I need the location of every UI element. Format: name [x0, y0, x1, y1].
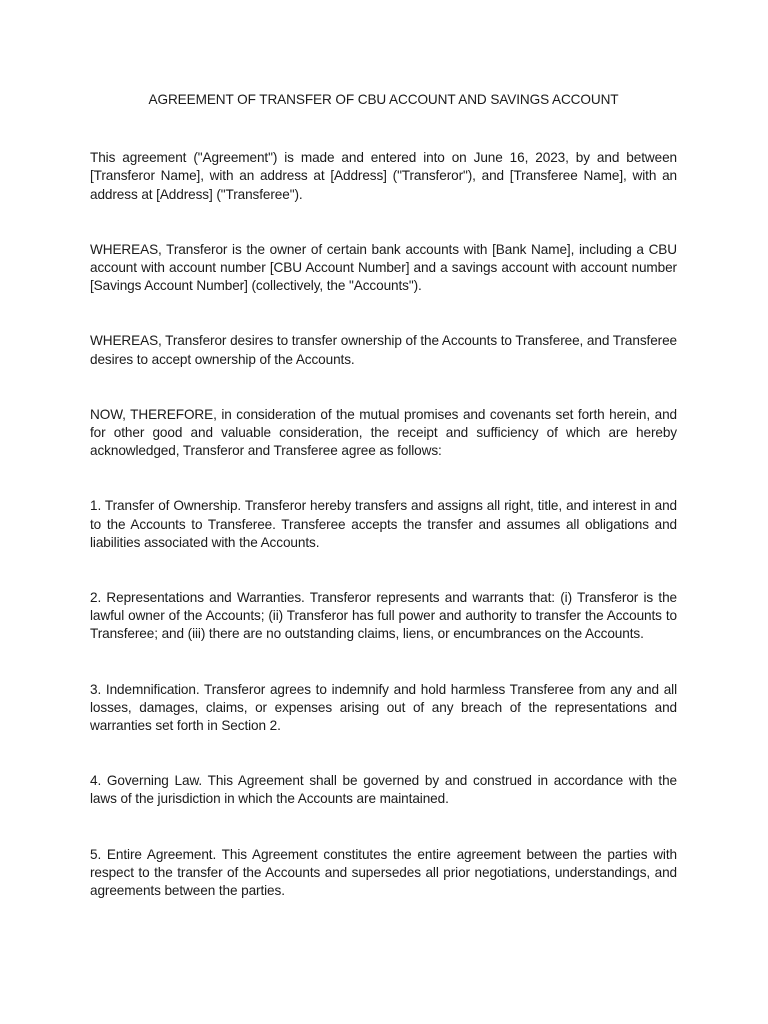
- intro-paragraph: This agreement ("Agreement") is made and entered into on June 16, 2023, by and between [Transferor Name], with an address at [Address] ("Transferor"), and [Transferee Name], with an address at [Address] ("Transferee").: [90, 150, 677, 202]
- whereas-accounts-paragraph: WHEREAS, Transferor is the owner of certain bank accounts with [Bank Name], including a CBU account with account number [CBU Account Number] and a savings account with account number [Savings Account Number] (collectively, the "Accounts").: [90, 241, 677, 294]
- document-page: [90, 91, 677, 900]
- now-therefore-paragraph: NOW, THEREFORE, in consideration of the mutual promises and covenants set forth herein, and for other good and valuable consideration, the receipt and sufficiency of which are hereby acknowledged, Transferor and Transferee agree as follows:: [90, 406, 677, 459]
- section-2-representations-warranties: 2. Representations and Warranties. Transferor represents and warrants that: (i) Transferor is the lawful owner of the Accounts; (ii) Transferor has full power and authority to transfer the Accounts to Transferee; and (iii) there are no outstanding claims, liens, or encumbrances on the Accounts.: [90, 590, 677, 642]
- document-title: AGREEMENT OF TRANSFER OF CBU ACCOUNT AND SAVINGS ACCOUNT: [148, 92, 619, 107]
- whereas-transfer-paragraph: WHEREAS, Transferor desires to transfer ownership of the Accounts to Transferee, and Transferee desires to accept ownership of the Accounts.: [90, 333, 677, 367]
- section-3-indemnification: 3. Indemnification. Transferor agrees to indemnify and hold harmless Transferee from any and all losses, damages, claims, or expenses arising out of any breach of the representations and warranties set forth in Section 2.: [90, 681, 677, 734]
- section-1-transfer-of-ownership: 1. Transfer of Ownership. Transferor hereby transfers and assigns all right, title, and interest in and to the Accounts to Transferee. Transferee accepts the transfer and assumes all obligations and liabilities associated with the Accounts.: [90, 498, 677, 550]
- section-4-governing-law: 4. Governing Law. This Agreement shall be governed by and construed in accordance with the laws of the jurisdiction in which the Accounts are maintained.: [90, 773, 677, 807]
- section-5-entire-agreement: 5. Entire Agreement. This Agreement constitutes the entire agreement between the parties with respect to the transfer of the Accounts and supersedes all prior negotiations, understandings, and agreements between the parties.: [90, 846, 677, 899]
